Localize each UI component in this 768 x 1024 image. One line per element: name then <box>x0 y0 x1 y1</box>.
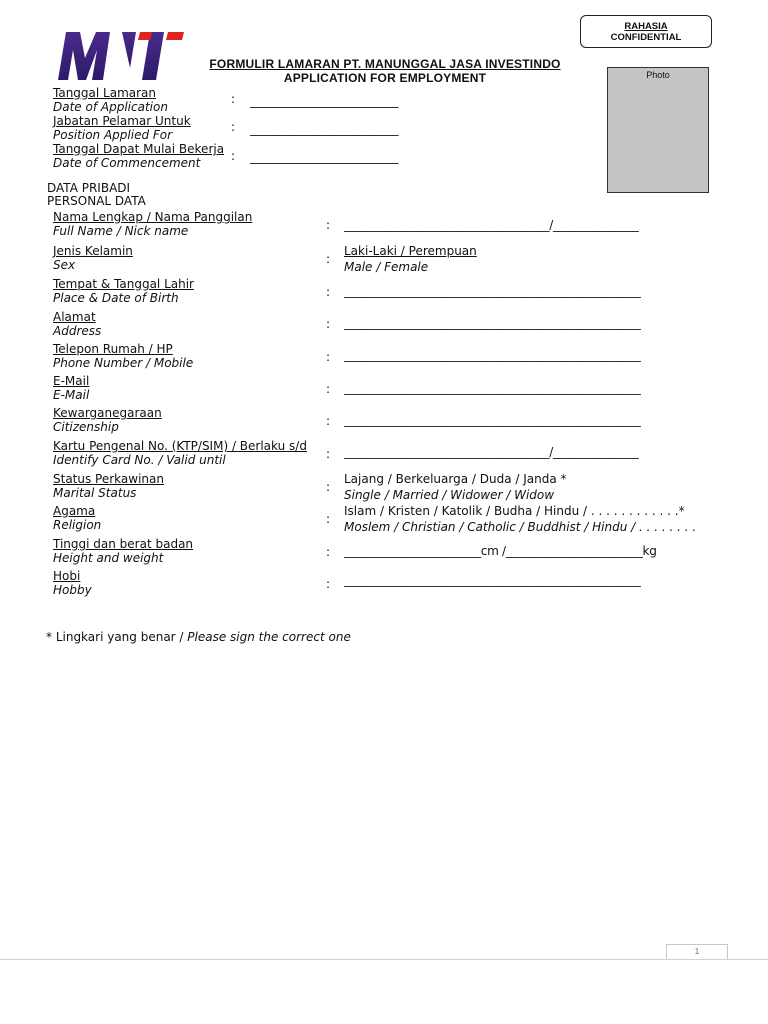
colon: : <box>326 545 331 559</box>
field-label-marital-status: Status Perkawinan Marital Status <box>53 472 164 500</box>
form-title-id: FORMULIR LAMARAN PT. MANUNGGAL JASA INVESTINDO <box>209 57 561 71</box>
photo-box[interactable] <box>607 67 709 193</box>
colon: : <box>326 480 331 494</box>
full-name-input[interactable]: ____________________________________/_______________ <box>344 218 639 232</box>
field-label-sex: Jenis Kelamin Sex <box>53 244 133 272</box>
colon: : <box>326 218 331 232</box>
colon: : <box>326 414 331 428</box>
phone-input[interactable]: ____________________________________________________ <box>344 348 641 362</box>
field-label-religion: Agama Religion <box>53 504 102 532</box>
colon: : <box>326 382 331 396</box>
hobby-input[interactable]: ____________________________________________________ <box>344 573 641 587</box>
photo-label: Photo <box>646 70 670 80</box>
section-heading-personal-data: DATA PRIBADI PERSONAL DATA <box>47 181 146 208</box>
email-input[interactable]: ____________________________________________________ <box>344 381 641 395</box>
field-label-phone: Telepon Rumah / HP Phone Number / Mobile <box>53 342 194 370</box>
colon: : <box>231 92 236 106</box>
position-applied-input[interactable]: __________________________ <box>250 122 399 136</box>
marital-status-options[interactable]: Lajang / Berkeluarga / Duda / Janda * Single / Married / Widower / Widow <box>344 472 567 502</box>
footnote: * Lingkari yang benar / Please sign the correct one <box>46 630 351 644</box>
colon: : <box>326 577 331 591</box>
colon: : <box>326 350 331 364</box>
sex-options[interactable]: Laki-Laki / Perempuan Male / Female <box>344 244 477 274</box>
colon: : <box>231 149 236 163</box>
citizenship-input[interactable]: ____________________________________________________ <box>344 413 641 427</box>
page-number: 1 <box>666 944 728 959</box>
field-label-identity-card: Kartu Pengenal No. (KTP/SIM) / Berlaku s/d Identify Card No. / Valid until <box>53 439 307 467</box>
field-label-hobby: Hobi Hobby <box>53 569 92 597</box>
field-label-email: E-Mail E-Mail <box>53 374 90 402</box>
height-weight-input[interactable]: ________________________cm /________________________kg <box>344 544 657 558</box>
field-label-place-date-of-birth: Tempat & Tanggal Lahir Place & Date of Birth <box>53 277 194 305</box>
colon: : <box>326 252 331 266</box>
colon: : <box>326 317 331 331</box>
identity-card-input[interactable]: ____________________________________/_______________ <box>344 445 639 459</box>
religion-options[interactable]: Islam / Kristen / Katolik / Budha / Hindu / . . . . . . . . . . . .* Moslem / Christian / Catholic / Buddhist / Hindu / . . . . . . . . <box>344 504 697 534</box>
mji-logo <box>52 28 188 86</box>
field-label-date-of-commencement: Tanggal Dapat Mulai Bekerja Date of Commencement <box>53 142 225 170</box>
date-of-commencement-input[interactable]: __________________________ <box>250 150 399 164</box>
colon: : <box>326 285 331 299</box>
field-label-full-name: Nama Lengkap / Nama Panggilan Full Name / Nick name <box>53 210 253 238</box>
place-date-of-birth-input[interactable]: ____________________________________________________ <box>344 284 641 298</box>
form-title-en: APPLICATION FOR EMPLOYMENT <box>283 71 487 85</box>
address-input[interactable]: ____________________________________________________ <box>344 316 641 330</box>
colon: : <box>326 447 331 461</box>
date-of-application-input[interactable]: __________________________ <box>250 94 399 108</box>
colon: : <box>231 120 236 134</box>
field-label-address: Alamat Address <box>53 310 102 338</box>
confidential-label-id: RAHASIA <box>624 21 668 32</box>
confidential-stamp <box>580 15 712 48</box>
field-label-position-applied: Jabatan Pelamar Untuk Position Applied For <box>53 114 191 142</box>
footer-divider <box>0 959 768 960</box>
confidential-label-en: CONFIDENTIAL <box>610 32 682 43</box>
field-label-height-weight: Tinggi dan berat badan Height and weight <box>53 537 194 565</box>
field-label-citizenship: Kewarganegaraan Citizenship <box>53 406 162 434</box>
field-label-date-of-application: Tanggal Lamaran Date of Application <box>53 86 168 114</box>
colon: : <box>326 512 331 526</box>
